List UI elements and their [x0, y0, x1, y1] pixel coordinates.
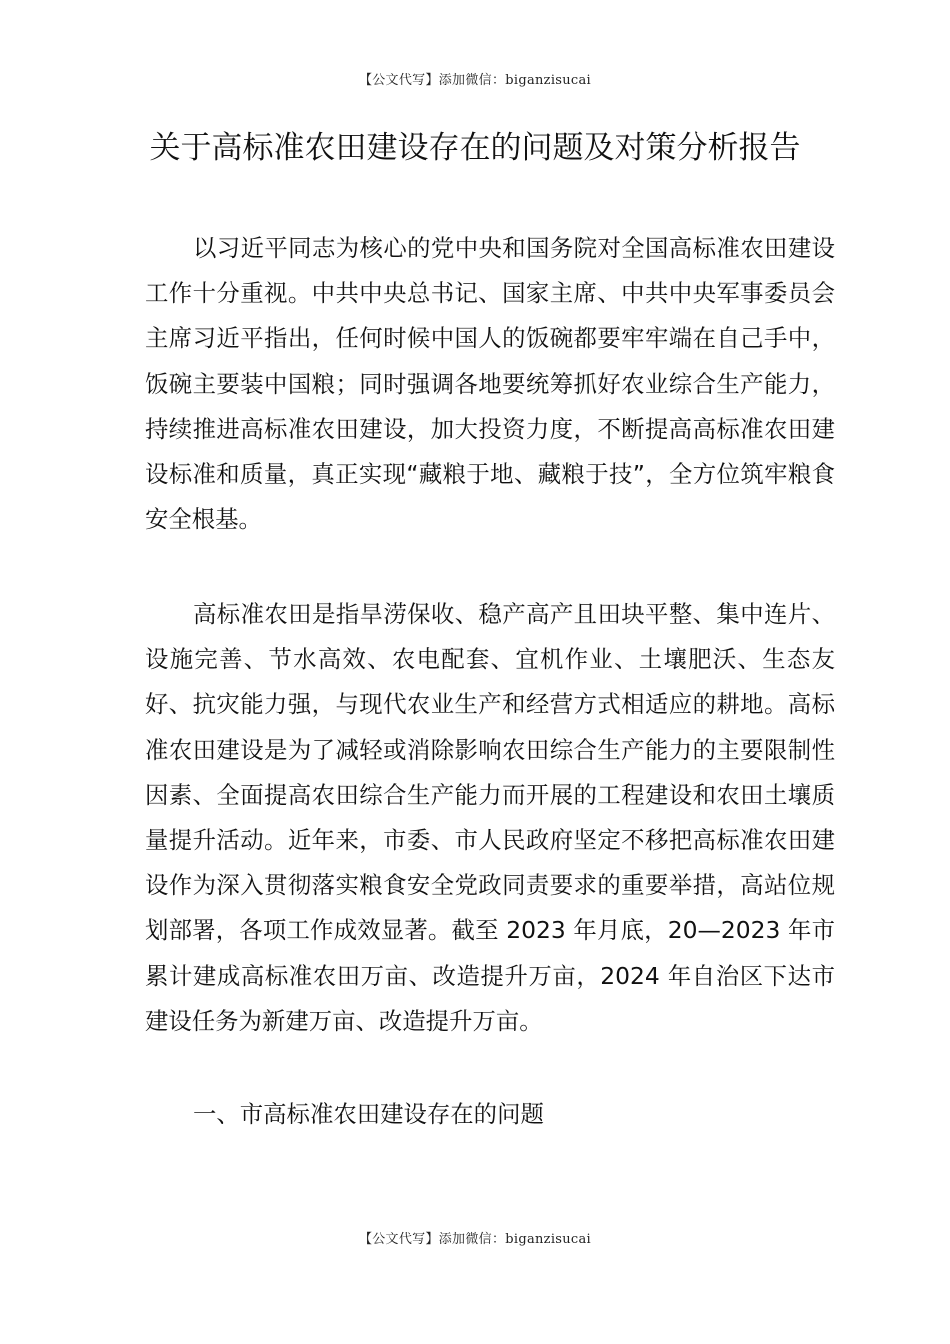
- section-heading: 一、市高标准农田建设存在的问题: [193, 1100, 544, 1128]
- body-paragraph-1: 以习近平同志为核心的党中央和国务院对全国高标准农田建设工作十分重视。中共中央总书记、国家主席、中共中央军事委员会主席习近平指出，任何时候中国人的饭碗都要牢牢端在自己手中，饭碗主要装中国粮；同时强调各地要统筹抓好农业综合生产能力，持续推进高标准农田建设，加大投资力度，不断提高高标准农田建设标准和质量，真正实现“藏粮于地、藏粮于技”，全方位筑牢粮食安全根基。: [145, 234, 835, 534]
- page-header: 【公文代写】添加微信：biganzisucai: [358, 73, 592, 88]
- body-paragraph-2: 高标准农田是指旱涝保收、稳产高产且田块平整、集中连片、设施完善、节水高效、农电配套、宜机作业、土壤肥沃、生态友好、抗灾能力强，与现代农业生产和经营方式相适应的耕地。高标准农田建设是为了减轻或消除影响农田综合生产能力的主要限制性因素、全面提高农田综合生产能力而开展的工程建设和农田土壤质量提升活动。近年来，市委、市人民政府坚定不移把高标准农田建设作为深入贯彻落实粮食安全党政同责要求的重要举措，高站位规划部署，各项工作成效显著。截至 2023 年月底，20—2023 年市累计建成高标准农田万亩、改造提升万亩，2024 年自治区下达市建设任务为新建万亩、改造提升万亩。: [145, 600, 835, 1035]
- document-title: 关于高标准农田建设存在的问题及对策分析报告: [149, 130, 801, 166]
- page-footer: 【公文代写】添加微信：biganzisucai: [358, 1232, 592, 1247]
